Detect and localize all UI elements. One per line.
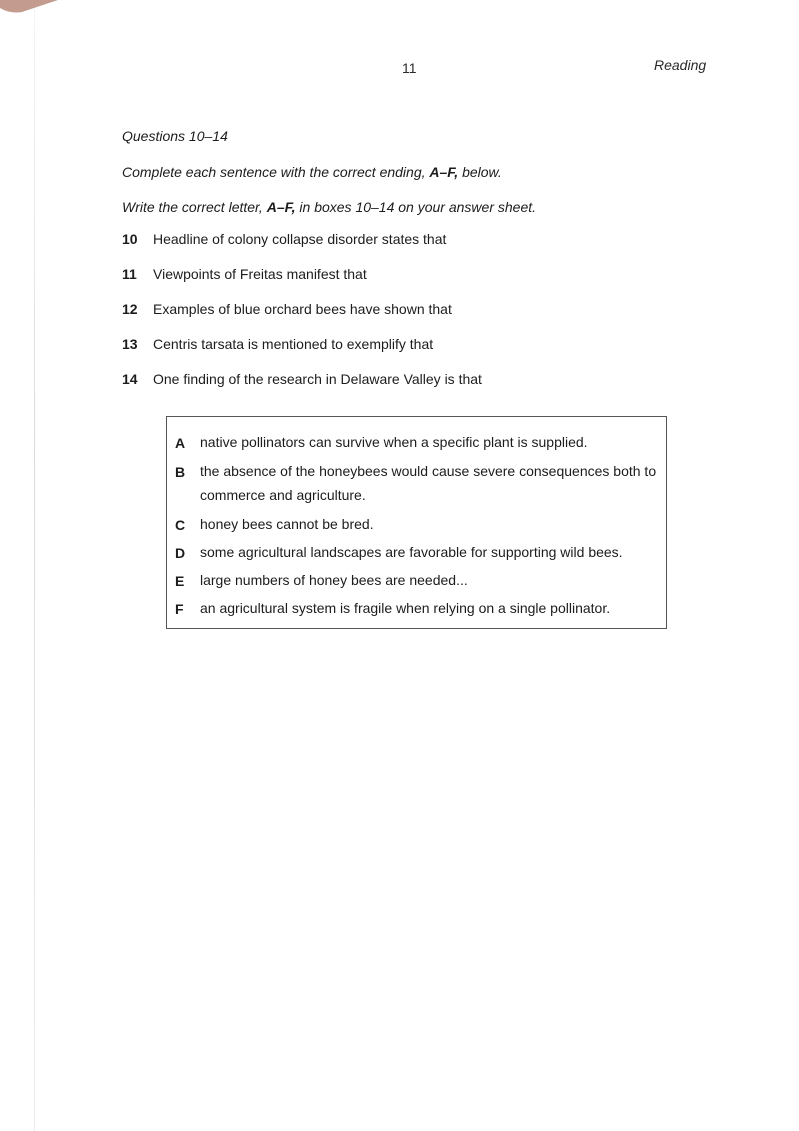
ending-text: the absence of the honeybees would cause severe consequences both to commerce and agriculture. (200, 463, 657, 503)
instruction-complete (122, 164, 502, 180)
ending-letter: D (175, 545, 186, 561)
question-number: 10 (122, 231, 138, 247)
endings-box (166, 416, 667, 629)
ending-text: large numbers of honey bees are needed... (200, 572, 468, 588)
section-name: Reading (654, 57, 707, 73)
ending-letter: F (175, 601, 184, 617)
questions-heading: Questions 10–14 (122, 128, 228, 144)
question-item (122, 266, 367, 282)
ending-item (175, 573, 660, 592)
instruction-text: in boxes 10–14 on your answer sheet. (295, 199, 537, 215)
question-text: Viewpoints of Freitas manifest that (153, 266, 367, 282)
instruction-write-letter (122, 199, 536, 215)
instruction-text: Write the correct letter, (122, 199, 267, 215)
ending-letter: C (175, 517, 186, 533)
instruction-range: A–F, (266, 199, 296, 215)
instruction-range: A–F, (429, 164, 459, 180)
ending-letter: A (175, 435, 186, 451)
question-item (122, 231, 446, 247)
page-edge-shadow (34, 0, 35, 1131)
question-number: 14 (122, 371, 138, 387)
ending-text: honey bees cannot be bred. (200, 516, 374, 532)
question-item (122, 301, 452, 317)
ending-item (175, 517, 660, 536)
ending-item (175, 545, 660, 564)
instruction-text: below. (458, 164, 502, 180)
corner-smudge (0, 0, 60, 14)
question-item (122, 336, 433, 352)
question-text: Centris tarsata is mentioned to exemplify that (153, 336, 434, 352)
page-number: 11 (402, 60, 417, 76)
question-text: Examples of blue orchard bees have shown that (153, 301, 452, 317)
ending-item (175, 464, 660, 507)
question-text: Headline of colony collapse disorder states that (153, 231, 447, 247)
ending-item (175, 601, 660, 620)
ending-item (175, 435, 660, 454)
question-number: 13 (122, 336, 138, 352)
question-text: One finding of the research in Delaware Valley is that (153, 371, 482, 387)
ending-text: an agricultural system is fragile when relying on a single pollinator. (200, 600, 611, 616)
ending-text: some agricultural landscapes are favorable for supporting wild bees. (200, 544, 623, 560)
ending-letter: B (175, 464, 186, 480)
instruction-text: Complete each sentence with the correct ending, (122, 164, 430, 180)
question-item (122, 371, 482, 387)
ending-text: native pollinators can survive when a specific plant is supplied. (200, 434, 588, 450)
question-number: 12 (122, 301, 138, 317)
question-number: 11 (122, 266, 137, 282)
ending-letter: E (175, 573, 185, 589)
